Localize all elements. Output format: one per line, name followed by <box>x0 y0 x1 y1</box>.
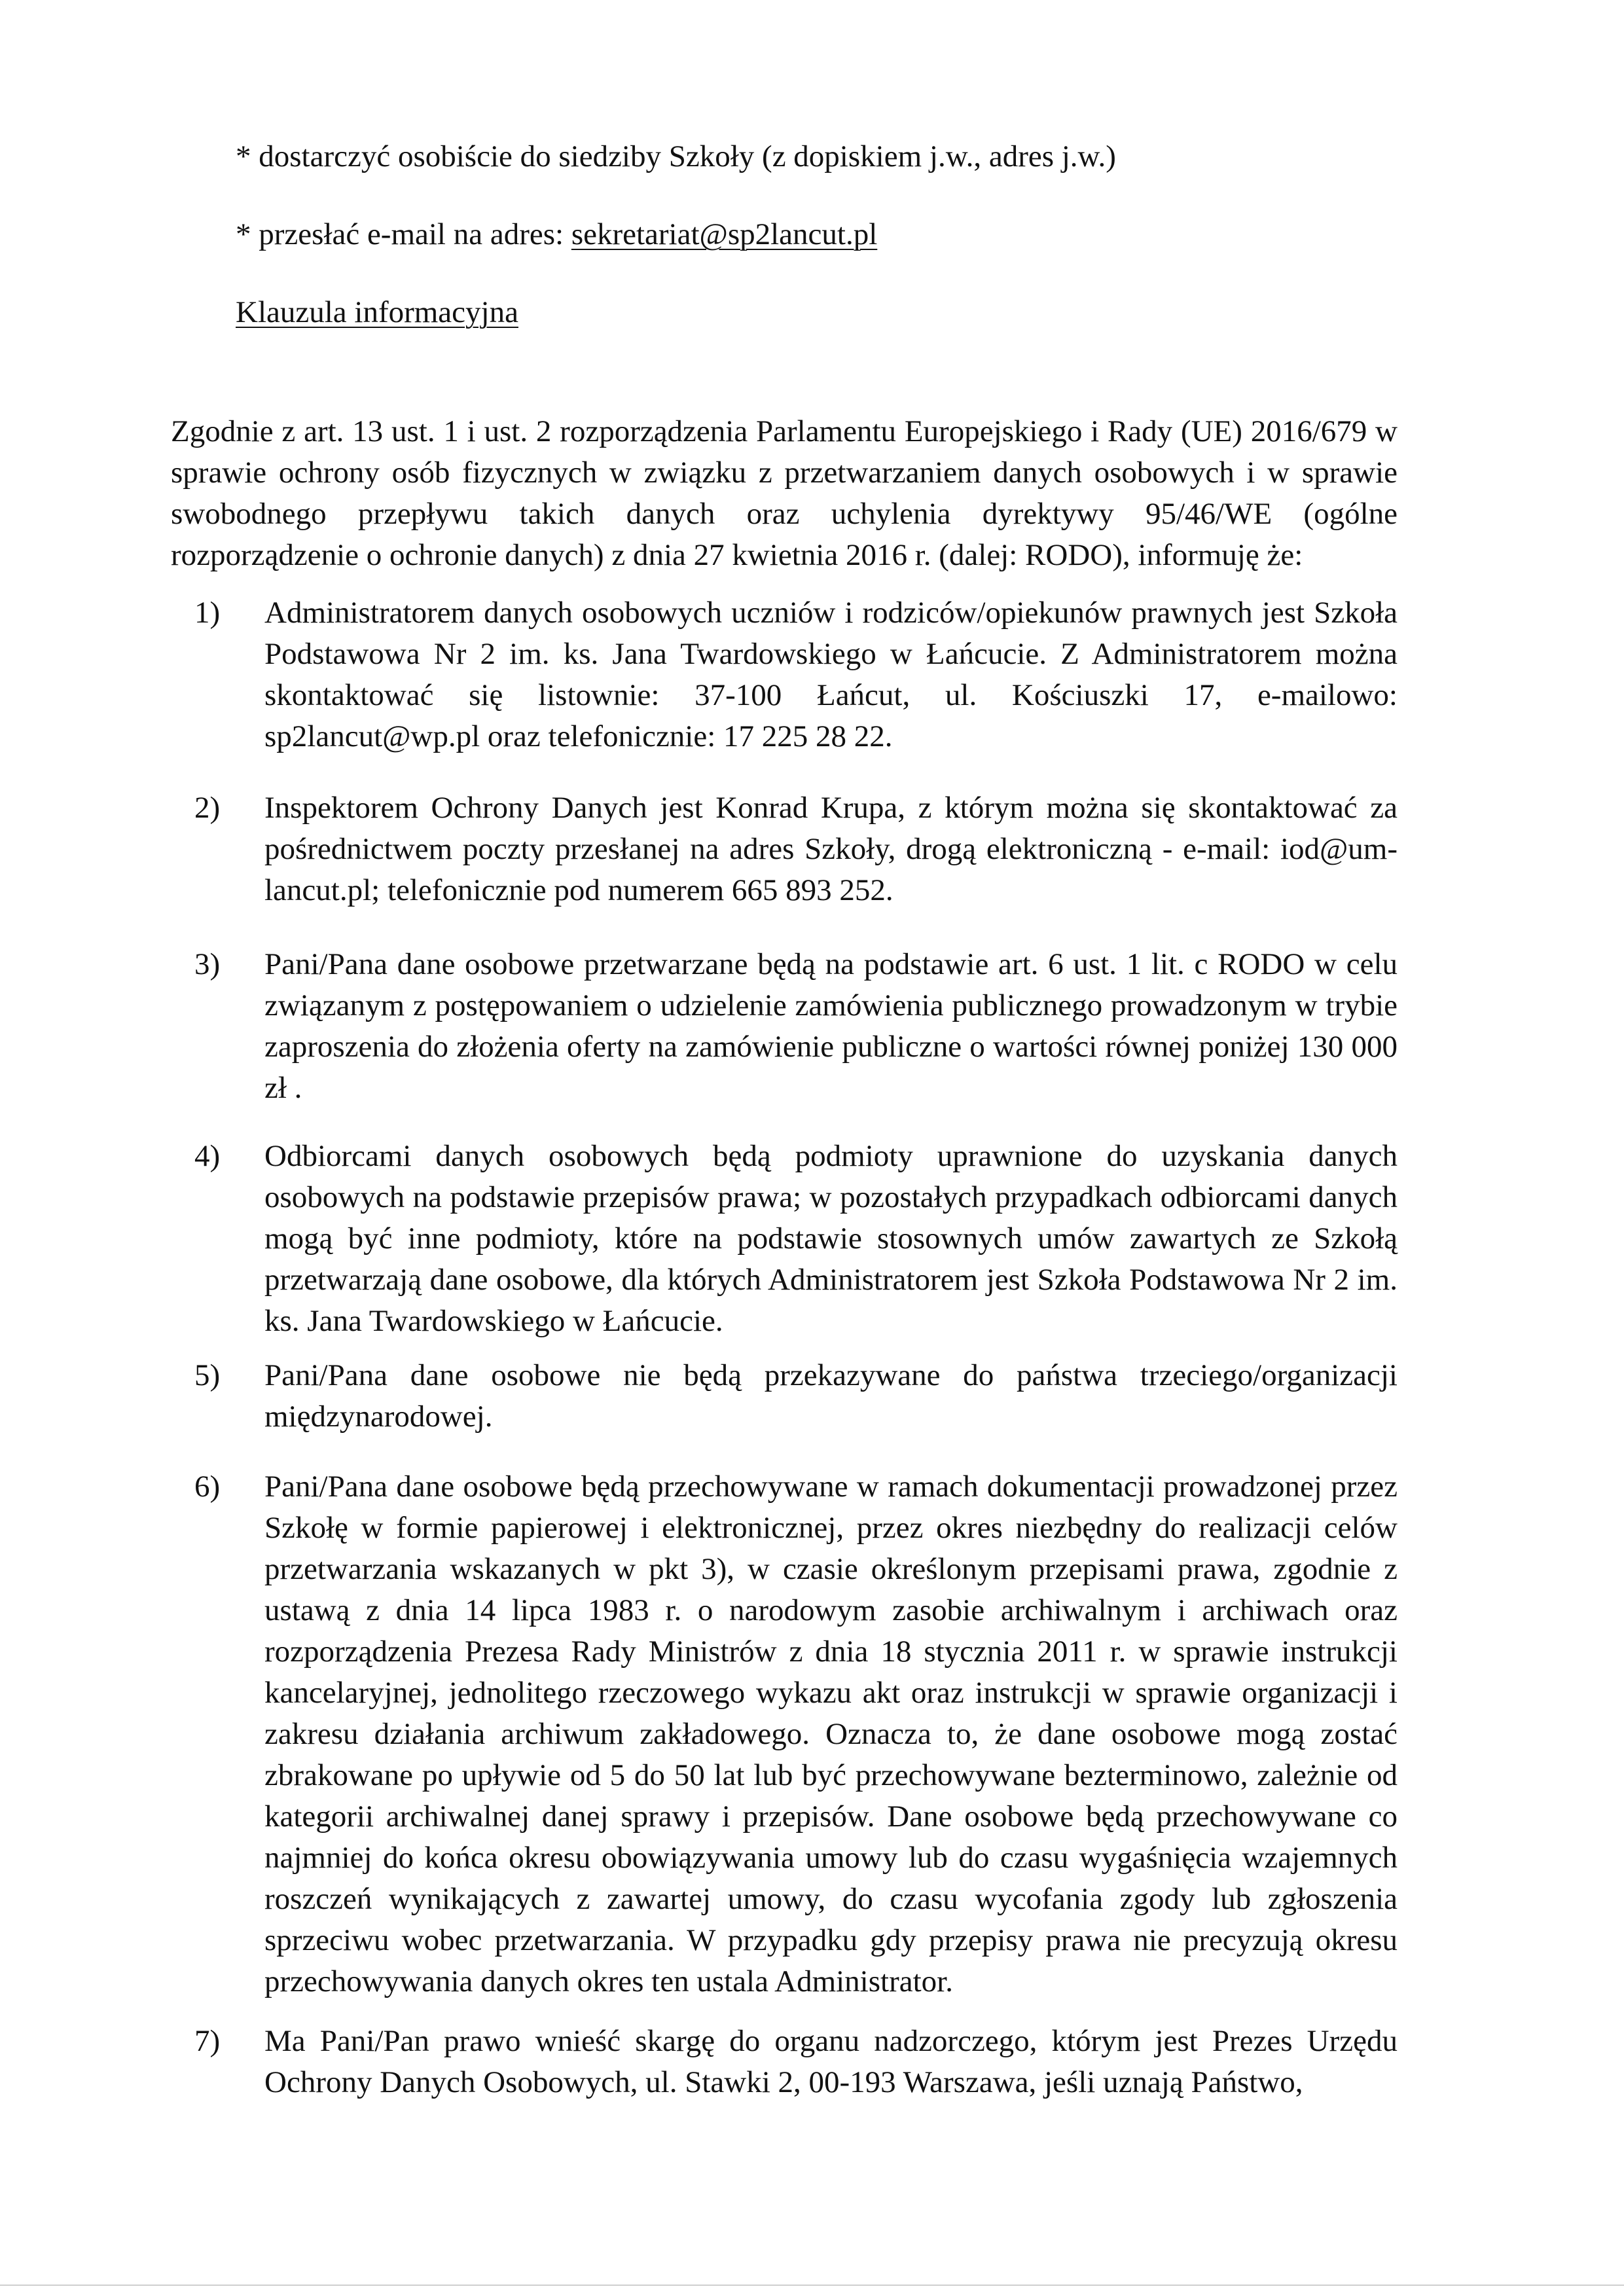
list-item-number: 7) <box>194 2024 221 2058</box>
list-item-text: Ma Pani/Pan prawo wnieść skargę do organu nadzorczego, którym jest Prezes Urzędu Ochrony Danych Osobowych, ul. Stawki 2, 00-193 Warszawa, jeśli uznają Państwo, <box>264 2024 1398 2099</box>
list-item-number: 3) <box>194 947 221 981</box>
list-item-number: 1) <box>194 596 221 630</box>
list-item-text: Inspektorem Ochrony Danych jest Konrad Krupa, z którym można się skontaktować za pośrednictwem poczty przesłanej na adres Szkoły, drogą elektroniczną - e-mail: iod@um-lancut.pl; telefonicznie pod numerem 665 893 252. <box>264 791 1398 907</box>
list-item-number: 6) <box>194 1470 221 1504</box>
list-item-text: Odbiorcami danych osobowych będą podmioty uprawnione do uzyskania danych osobowych na podstawie przepisów prawa; w pozostałych przypadkach odbiorcami danych mogą być inne podmioty, które na podstawie stosownych umów zawartych ze Szkołą przetwarzają dane osobowe, dla których Administratorem jest Szkoła Podstawowa Nr 2 im. ks. Jana Twardowskiego w Łańcucie. <box>264 1139 1398 1338</box>
intro-paragraph: Zgodnie z art. 13 ust. 1 i ust. 2 rozporządzenia Parlamentu Europejskiego i Rady (UE) 2016/679 w sprawie ochrony osób fizycznych w związku z przetwarzaniem danych osobowych i w sprawie swobodnego przepływu takich danych oraz uchylenia dyrektywy 95/46/WE (ogólne rozporządzenie o ochronie danych) z dnia 27 kwietnia 2016 r. (dalej: RODO), informuję że: <box>171 414 1398 572</box>
list-item-text: Pani/Pana dane osobowe przetwarzane będą na podstawie art. 6 ust. 1 lit. c RODO w celu związanym z postępowaniem o udzielenie zamówienia publicznego prowadzonym w trybie zaproszenia do złożenia oferty na zamówienie publiczne o wartości równej poniżej 130 000 zł . <box>264 947 1398 1105</box>
list-item-number: 5) <box>194 1358 221 1392</box>
list-item-text: Pani/Pana dane osobowe nie będą przekazywane do państwa trzeciego/organizacji międzynarodowej. <box>264 1358 1398 1434</box>
list-item-number: 4) <box>194 1139 221 1173</box>
clause-title: Klauzula informacyjna <box>236 295 518 329</box>
email-link[interactable]: sekretariat@sp2lancut.pl <box>571 217 878 251</box>
list-item-text: Pani/Pana dane osobowe będą przechowywane w ramach dokumentacji prowadzonej przez Szkołę w formie papierowej i elektronicznej, przez okres niezbędny do realizacji celów przetwarzania wskazanych w pkt 3), w czasie określonym przepisami prawa, zgodnie z ustawą z dnia 14 lipca 1983 r. o narodowym zasobie archiwalnym i archiwach oraz rozporządzenia Prezesa Rady Ministrów z dnia 18 stycznia 2011 r. w sprawie instrukcji kancelaryjnej, jednolitego rzeczowego wykazu akt oraz instrukcji w sprawie organizacji i zakresu działania archiwum zakładowego. Oznacza to, że dane osobowe mogą zostać zbrakowane po upływie od 5 do 50 lat lub być przechowywane bezterminowo, zależnie od kategorii archiwalnej danej sprawy i przepisów. Dane osobowe będą przechowywane co najmniej do końca okresu obowiązywania umowy lub do czasu wygaśnięcia wzajemnych roszczeń wynikających z zawartej umowy, do czasu wycofania zgody lub zgłoszenia sprzeciwu wobec przetwarzania. W przypadku gdy przepisy prawa nie precyzują okresu przechowywania danych okres ten ustala Administrator. <box>264 1470 1398 1998</box>
scan-edge-line <box>0 2285 1624 2286</box>
list-item-text: Administratorem danych osobowych uczniów i rodziców/opiekunów prawnych jest Szkoła Podstawowa Nr 2 im. ks. Jana Twardowskiego w Łańcucie. Z Administratorem można skontaktować się listownie: 37-100 Łańcut, ul. Kościuszki 17, e-mailowo: sp2lancut@wp.pl oraz telefonicznie: 17 225 28 22. <box>264 596 1398 753</box>
email-instruction-prefix: * przesłać e-mail na adres: <box>236 217 571 251</box>
list-item-number: 2) <box>194 791 221 825</box>
delivery-instruction: * dostarczyć osobiście do siedziby Szkoły (z dopiskiem j.w., adres j.w.) <box>236 139 1116 173</box>
email-instruction <box>236 214 877 255</box>
